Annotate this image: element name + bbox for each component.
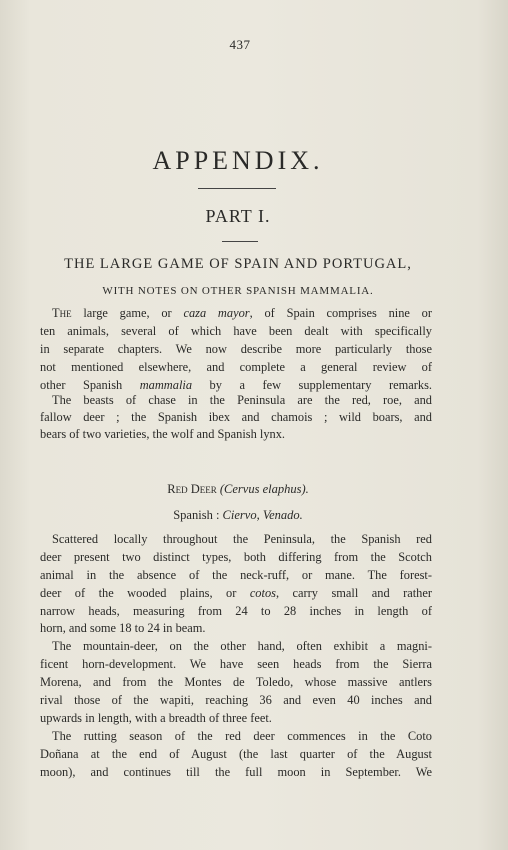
text-line: ten animals, several of which have been dealt with specifically: [40, 324, 432, 338]
chapter-heading: THE LARGE GAME OF SPAIN AND PORTUGAL,: [64, 256, 412, 272]
section-heading: Red Deer (Cervus elaphus).: [167, 482, 309, 496]
appendix-title: APPENDIX.: [152, 146, 324, 175]
text-line: Doñana at the end of August (the last quarter of the August: [40, 747, 432, 761]
text-line: moon), and continues till the full moon in September. We: [40, 765, 432, 779]
text-line: in separate chapters. We now describe more particularly those: [40, 342, 432, 356]
part-rule: [222, 241, 258, 242]
text-line: upwards in length, with a breadth of three feet.: [40, 711, 272, 725]
text-line: horn, and some 18 to 24 in beam.: [40, 621, 206, 635]
text-line: bears of two varieties, the wolf and Spanish lynx.: [40, 427, 286, 441]
title-rule: [198, 188, 276, 189]
section-spanish-names: Spanish : Ciervo, Venado.: [173, 508, 303, 522]
text-line: rival those of the wapiti, reaching 36 and even 40 inches and: [40, 693, 432, 707]
text-line: other Spanish mammalia by a few supplementary remarks.: [40, 378, 432, 392]
text-line: not mentioned elsewhere, and complete a general review of: [40, 360, 432, 374]
chapter-subheading: WITH NOTES ON OTHER SPANISH MAMMALIA.: [102, 285, 374, 297]
text-line: Scattered locally throughout the Peninsula, the Spanish red: [52, 532, 432, 546]
text-line: The rutting season of the red deer commences in the Coto: [52, 729, 432, 743]
text-line: The mountain-deer, on the other hand, often exhibit a magni-: [52, 639, 432, 653]
text-line: animal in the absence of the neck-ruff, or mane. The forest-: [40, 568, 432, 582]
part-heading: PART I.: [205, 206, 271, 226]
text-line: Morena, and from the Montes de Toledo, whose massive antlers: [40, 675, 432, 689]
text-line: deer of the wooded plains, or cotos, carry small and rather: [40, 586, 432, 600]
page-number: 437: [229, 37, 251, 52]
text-line: ficent horn-development. We have seen heads from the Sierra: [40, 657, 432, 671]
text-line: The beasts of chase in the Peninsula are the red, roe, and: [52, 393, 432, 407]
text-line: narrow heads, measuring from 24 to 28 inches in length of: [40, 604, 432, 618]
text-line: fallow deer ; the Spanish ibex and chamois ; wild boars, and: [40, 410, 432, 424]
text-line: The large game, or caza mayor, of Spain comprises nine or: [52, 306, 432, 320]
text-line: deer present two distinct types, both differing from the Scotch: [40, 550, 432, 564]
